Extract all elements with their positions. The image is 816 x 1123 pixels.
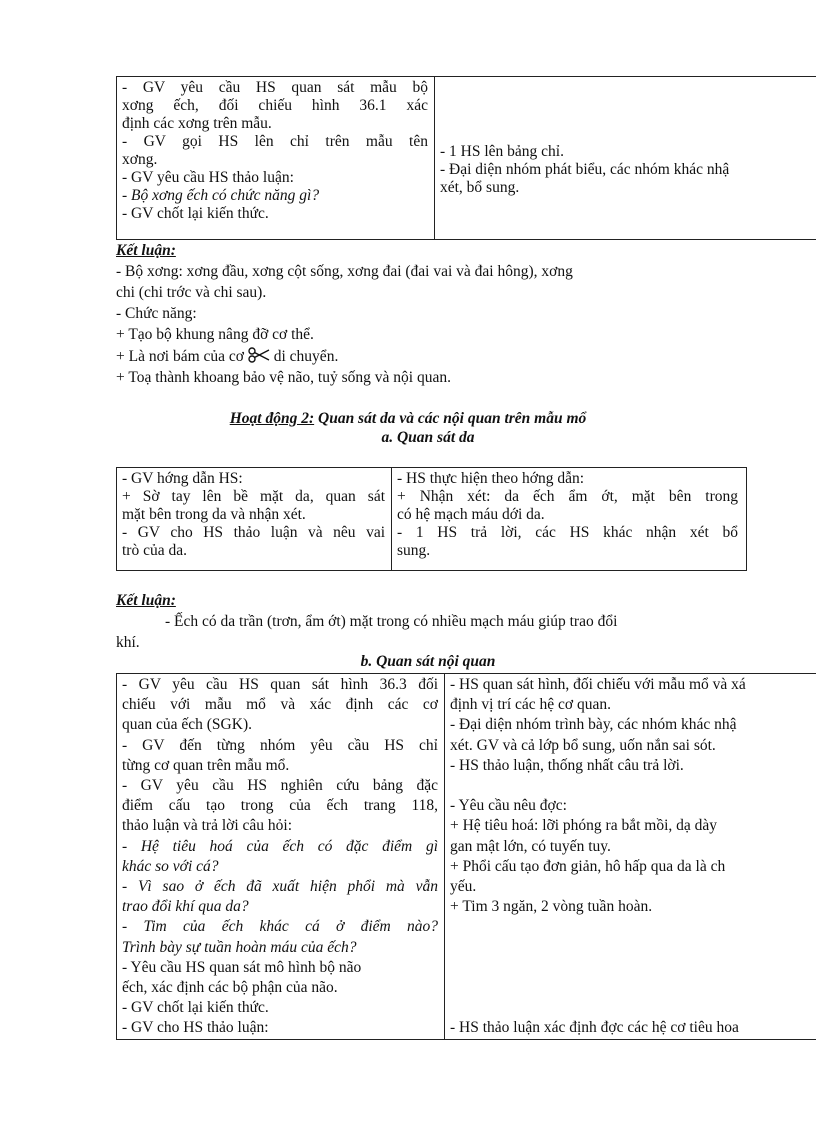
text-line: định các xơng trên mẫu. [122,115,272,132]
text-fragment: di chuyển. [273,348,339,365]
text-line: - Yêu cầu nêu đợc: [450,797,567,815]
question-line: - Hệ tiêu hoá của ếch có đặc điểm gì [122,837,438,855]
question-line: - Bộ xơng ếch có chức năng gì? [122,187,320,204]
text-line: thảo luận và trả lời câu hỏi: [122,817,293,835]
question-line: - Tim của ếch khác cá ở điểm nào? [122,918,438,936]
scissors-icon [248,347,270,363]
text-line: + Nhận xét: da ếch ẩm ớt, mặt bên trong [397,488,738,505]
text-line: - HS thảo luận, thống nhất câu trả lời. [450,756,684,774]
table-internal-organs [116,673,816,1040]
text-line: điểm cấu tạo trong của ếch trang 118, [122,797,438,815]
text-line: - GV chốt lại kiến thức. [122,999,269,1017]
text-line: xơng. [122,151,158,168]
text-line: ếch, xác định các bộ phận của não. [122,979,338,997]
text-line: trò của da. [122,542,187,559]
text-line: - Chức năng: [116,305,197,322]
question-line: khác so với cá? [122,857,219,875]
text-line: có hệ mạch máu dới da. [397,506,545,523]
text-line: - GV cho HS thảo luận: [122,1019,269,1037]
text-line: - GV chốt lại kiến thức. [122,205,269,222]
text-line: xơng ếch, đối chiếu hình 36.1 xác [122,97,428,114]
text-line: - Đại diện nhóm trình bày, các nhóm khác nhậ [450,716,737,734]
text-line: định vị trí các hệ cơ quan. [450,696,611,714]
text-line-with-symbol [116,347,338,366]
text-line: chiếu với mẫu mổ và xác định các cơ [122,696,438,714]
activity-label: Hoạt động 2: [229,410,315,427]
text-line: + Sờ tay lên bề mặt da, quan sát [122,488,385,505]
text-line: + Tim 3 ngăn, 2 vòng tuần hoàn. [450,898,653,916]
text-line: - GV đến từng nhóm yêu cầu HS chỉ [122,736,438,754]
text-line: sung. [397,542,431,559]
question-line: Trình bày sự tuần hoàn máu của ếch? [122,938,357,956]
text-line: xét. GV và cả lớp bổ sung, uốn nắn sai sót. [450,736,716,754]
text-line: chi (chi trớc và chi sau). [116,284,267,301]
table-cell-student [450,675,816,1039]
table-skeleton-activity [116,76,816,240]
text-line: - 1 HS trả lời, các HS khác nhận xét bổ [397,524,738,541]
table-cell-student [440,143,816,197]
text-line: quan của ếch (SGK). [122,716,252,734]
table-divider [434,77,435,239]
activity-heading [0,410,816,428]
text-line: + Tạo bộ khung nâng đỡ cơ thể. [116,326,314,343]
text-line: - 1 HS lên bảng chỉ. [440,143,564,160]
text-line: - GV yêu cầu HS nghiên cứu bảng đặc [122,777,438,795]
text-line: - Bộ xơng: xơng đầu, xơng cột sống, xơng đai (đai vai và đai hông), xơng [116,263,573,280]
section-subtitle-b: b. Quan sát nội quan [360,653,496,670]
table-cell-teacher [122,675,438,1039]
table-cell-teacher [122,79,428,223]
text-line: - GV hớng dẫn HS: [122,470,243,487]
conclusion-heading: Kết luận: [116,592,176,609]
text-fragment: + Là nơi bám của cơ [116,348,244,365]
text-line: + Hệ tiêu hoá: lỡi phóng ra bắt mồi, dạ dày [450,817,718,835]
text-line: yếu. [450,878,477,896]
text-line: xét, bổ sung. [440,179,520,196]
question-line: trao đổi khí qua da? [122,898,249,916]
text-line: - Đại diện nhóm phát biểu, các nhóm khác nhậ [440,161,730,178]
text-line: từng cơ quan trên mẫu mổ. [122,756,290,774]
text-line: + Toạ thành khoang bảo vệ não, tuỷ sống và nội quan. [116,369,451,386]
question-line: - Vì sao ở ếch đã xuất hiện phổi mà vẫn [122,878,438,896]
text-line: - GV gọi HS lên chỉ trên mẫu tên [122,133,428,150]
text-line: - GV yêu cầu HS quan sát mẫu bộ [122,79,428,96]
table-divider [391,468,392,570]
table-divider [444,674,445,1039]
text-line: - HS quan sát hình, đối chiếu với mẫu mổ và xá [450,676,746,693]
text-line: + Phổi cấu tạo đơn giản, hô hấp qua da là ch [450,857,726,875]
text-line: mặt bên trong da và nhận xét. [122,506,306,523]
text-line: - Yêu cầu HS quan sát mô hình bộ não [122,958,362,976]
table-cell-student [397,470,738,560]
table-skin [116,467,747,571]
text-line: - Ếch có da trần (trơn, ẩm ớt) mặt trong có nhiều mạch máu giúp trao đổi [165,613,618,630]
text-line: - HS thảo luận xác định đợc các hệ cơ tiêu hoa [450,1019,739,1037]
text-line: gan mật lớn, có tuyến tuy. [450,837,611,855]
text-line: - GV yêu cầu HS thảo luận: [122,169,294,186]
section-subtitle-a: a. Quan sát da [381,429,475,446]
text-line: khí. [116,634,140,651]
activity-title: Quan sát da và các nội quan trên mẫu mổ [314,410,587,427]
table-cell-teacher [122,470,385,560]
text-line: - GV yêu cầu HS quan sát hình 36.3 đối [122,676,438,693]
conclusion-heading: Kết luận: [116,242,176,259]
text-line: - HS thực hiện theo hớng dẫn: [397,470,585,487]
text-line: - GV cho HS thảo luận và nêu vai [122,524,385,541]
